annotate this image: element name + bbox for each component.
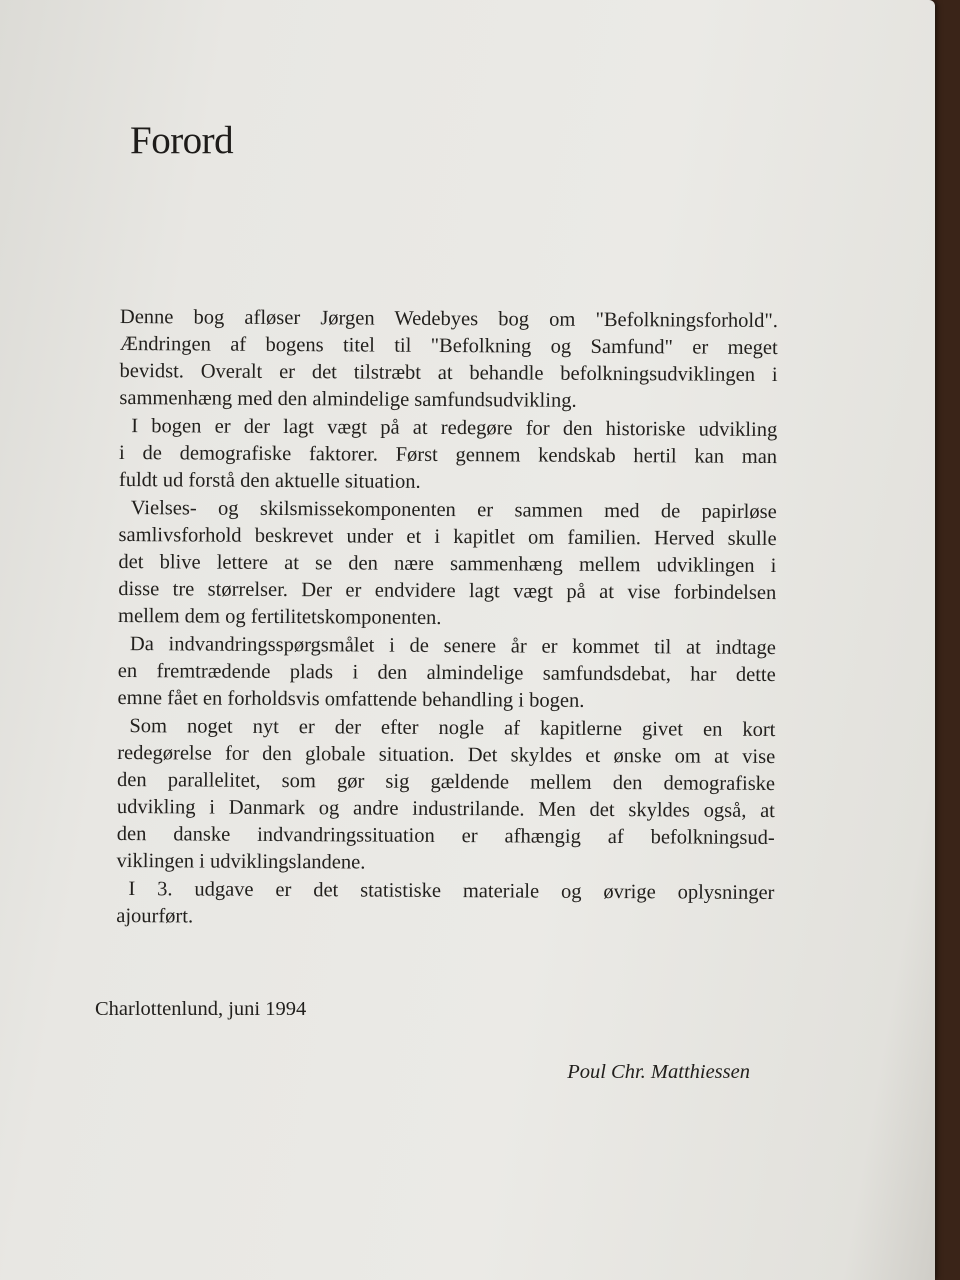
text-line: bevidst. Overalt er det tilstræbt at behandle befolkningsudviklingen i [119, 359, 778, 387]
text-line: i de demografiske faktorer. Først gennem kendskab hertil kan man [119, 441, 778, 469]
paragraph [118, 631, 776, 716]
text-line: Som noget nyt er der efter nogle af kapitlerne givet en kort [129, 715, 776, 742]
paragraph [117, 713, 776, 879]
text-line: mellem dem og fertilitetskomponenten. [118, 604, 442, 629]
text-line: fuldt ud forstå den aktuelle situation. [118, 468, 421, 493]
text-line: den parallelitet, som gør sig gældende mellem den demografiske [117, 768, 776, 796]
text-line: den danske indvandringssituation er afhængig af befolkningsud- [116, 822, 775, 850]
text-line: en fremtrædende plads i den almindelige samfundsdebat, har dette [117, 659, 776, 687]
paragraph [119, 413, 777, 498]
paragraph [116, 876, 774, 934]
text-line: Da indvandringsspørgsmålet i de senere år er kommet til at indtage [129, 633, 776, 660]
text-line: ajourført. [116, 904, 194, 928]
place-date: Charlottenlund, juni 1994 [95, 998, 307, 1020]
text-line: viklingen i udviklingslandene. [116, 849, 366, 874]
author-signature: Poul Chr. Matthiessen [567, 1061, 750, 1083]
text-line: redegørelse for den globale situation. Det skyldes et ønske om at vise [117, 741, 776, 769]
text-line: emne fået en forholdsvis omfattende behandling i bogen. [117, 686, 585, 712]
paragraph [119, 304, 778, 416]
text-line: Vielses- og skilsmissekomponenten er sammen med de papirløse [130, 497, 777, 524]
page-title: Forord [130, 119, 234, 162]
paragraph [118, 495, 777, 634]
preface-text [116, 304, 778, 935]
text-line: Denne bog afløser Jørgen Wedebyes bog om "Befolkningsforhold". [119, 305, 778, 333]
text-line: det blive lettere at se den nære sammenhæng mellem udviklingen i [118, 550, 777, 578]
text-line: samlivsforhold beskrevet under et i kapitlet om familien. Herved skulle [118, 523, 777, 551]
text-line: I 3. udgave er det statistiske materiale og øvrige oplysninger [128, 878, 775, 905]
text-line: udvikling i Danmark og andre industrilande. Men det skyldes også, at [116, 795, 775, 823]
text-line: sammenhæng med den almindelige samfundsudvikling. [119, 386, 577, 412]
text-line: I bogen er der lagt vægt på at redegøre for den historiske udvikling [131, 415, 778, 442]
text-line: Ændringen af bogens titel til "Befolkning og Samfund" er meget [119, 332, 778, 360]
text-line: disse tre størrelser. Der er endvidere lagt vægt på at vise forbindelsen [118, 577, 777, 605]
